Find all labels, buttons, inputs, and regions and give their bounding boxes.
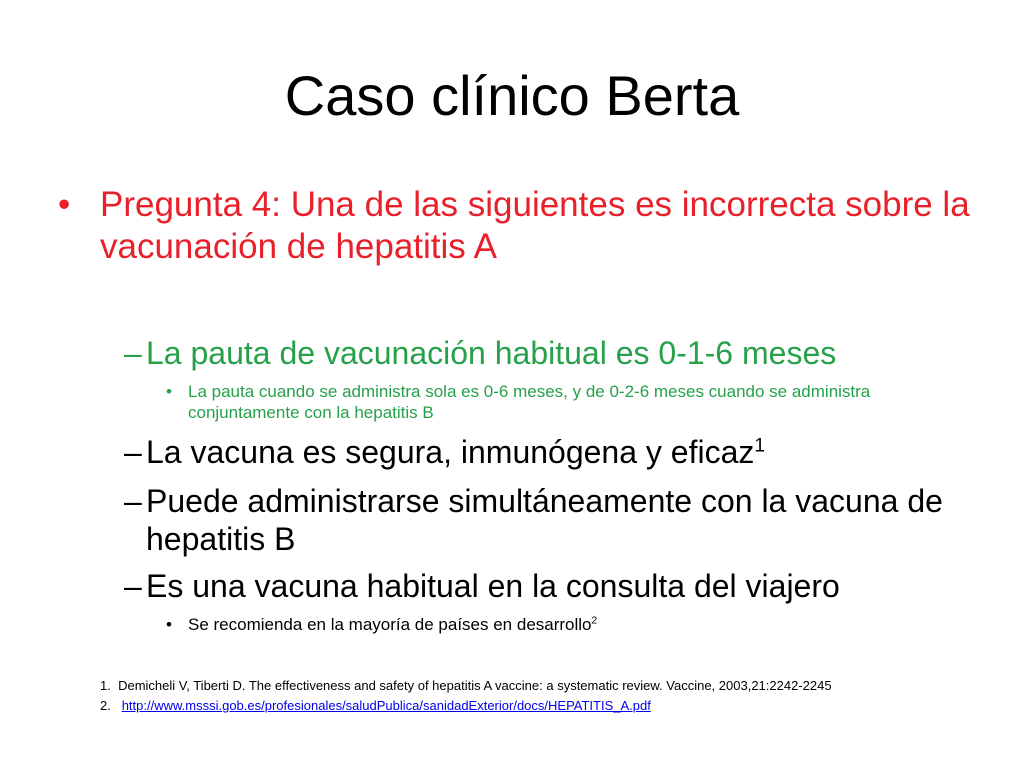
option-4-text: Es una vacuna habitual en la consulta del viajero: [146, 568, 840, 604]
option-4-dash: –: [124, 568, 142, 604]
option-1-text: La pauta de vacunación habitual es 0-1-6 meses: [146, 335, 837, 371]
option-1-note-text: La pauta cuando se administra sola es 0-6 meses, y de 0-2-6 meses cuando se administra conjuntamente con la hepatitis B: [188, 382, 871, 422]
option-1-note-bullet: •: [166, 382, 172, 401]
option-2-dash: –: [124, 434, 142, 470]
option-4-note: [166, 614, 966, 635]
option-2: [124, 433, 974, 471]
question-bullet: •: [58, 185, 71, 224]
option-3: [124, 482, 974, 558]
reference-1-text: Demicheli V, Tiberti D. The effectiveness and safety of hepatitis A vaccine: a systematic review. Vaccine, 2003,21:2242-2245: [118, 678, 832, 693]
option-4-note-text: Se recomienda en la mayoría de países en desarrollo: [188, 615, 592, 634]
reference-2-link[interactable]: http://www.msssi.gob.es/profesionales/saludPublica/sanidadExterior/docs/HEPATITIS_A.pdf: [121, 698, 651, 713]
option-3-dash: –: [124, 483, 142, 519]
option-2-text: La vacuna es segura, inmunógena y eficaz: [146, 434, 755, 470]
question: [58, 184, 978, 268]
option-1-note: [166, 381, 966, 423]
references: [100, 676, 840, 716]
option-3-text: Puede administrarse simultáneamente con la vacuna de hepatitis B: [146, 483, 943, 557]
reference-1-number: 1.: [100, 678, 111, 693]
reference-2-number: 2.: [100, 698, 111, 713]
option-2-text-wrap: [124, 433, 974, 471]
question-text: Pregunta 4: Una de las siguientes es incorrecta sobre la vacunación de hepatitis A: [100, 185, 970, 266]
option-1-dash: –: [124, 335, 142, 371]
option-4: [124, 567, 974, 605]
option-4-footnote-ref: 2: [591, 615, 598, 627]
option-4-note-text-wrap: [166, 614, 966, 635]
reference-1: [100, 676, 840, 696]
option-2-footnote-ref: 1: [754, 435, 766, 457]
slide-title: Caso clínico Berta: [284, 64, 740, 127]
option-4-note-bullet: •: [166, 615, 172, 634]
option-1: [124, 334, 974, 372]
reference-2: [100, 696, 840, 716]
